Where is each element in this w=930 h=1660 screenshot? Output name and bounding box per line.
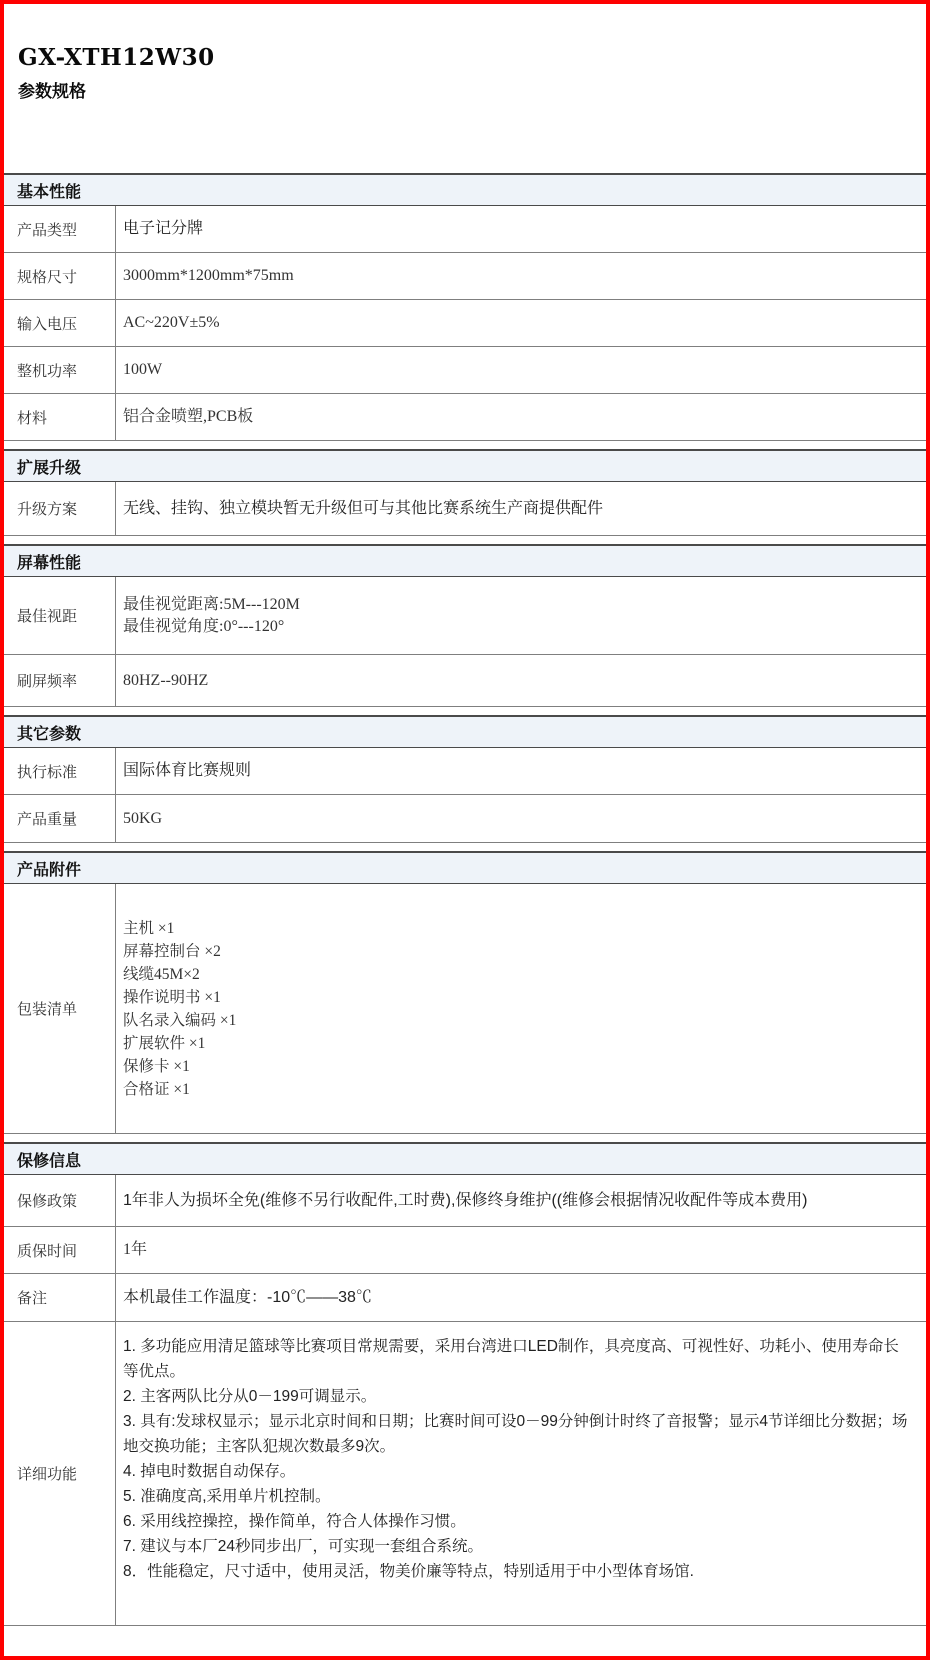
spec-value-line: 最佳视觉角度:0°---120°	[123, 617, 285, 635]
spec-row-label: 整机功率	[4, 347, 116, 393]
spec-row-value	[116, 1274, 926, 1321]
spec-value-line: 1年	[123, 1241, 148, 1258]
spec-row	[4, 748, 926, 795]
spec-section	[4, 1142, 926, 1626]
spec-row-label: 执行标准	[4, 748, 116, 794]
spec-value-line: 扩展软件 ×1	[123, 1034, 206, 1052]
spec-row-label: 升级方案	[4, 482, 116, 535]
spec-value-line: 2. 主客两队比分从0－199可调显示。	[123, 1388, 377, 1405]
spec-row	[4, 394, 926, 441]
spec-value-line: 7. 建议与本厂24秒同步出厂，可实现一套组合系统。	[123, 1538, 483, 1555]
spec-value-line: 4. 掉电时数据自动保存。	[123, 1463, 296, 1480]
spec-row	[4, 884, 926, 1134]
spec-row	[4, 1274, 926, 1322]
spec-row-label: 备注	[4, 1274, 116, 1321]
spec-value-line: 50KG	[123, 809, 163, 827]
spec-value-line: 5. 准确度高,采用单片机控制。	[123, 1488, 331, 1505]
spec-row-label: 质保时间	[4, 1227, 116, 1273]
spec-value-line: 1年非人为损坏全免(维修不另行收配件,工时费),保修终身维护((维修会根据情况收配件等成本费用)	[123, 1191, 808, 1209]
spec-row	[4, 253, 926, 300]
spec-row-value	[116, 347, 926, 393]
section-header: 其它参数	[4, 715, 926, 748]
spec-row-value	[116, 1227, 926, 1273]
spec-row-label: 产品类型	[4, 206, 116, 252]
spec-row-value	[116, 253, 926, 299]
spec-value-line: 3000mm*1200mm*75mm	[123, 267, 294, 284]
spec-row-label: 规格尺寸	[4, 253, 116, 299]
spec-row	[4, 206, 926, 253]
spec-row	[4, 1227, 926, 1274]
section-header: 保修信息	[4, 1142, 926, 1175]
spec-row-value	[116, 577, 926, 654]
spec-value-line: 无线、挂钩、独立模块暂无升级但可与其他比赛系统生产商提供配件	[123, 499, 604, 517]
spec-value-line: 国际体育比赛规则	[123, 762, 252, 779]
spec-row-label: 保修政策	[4, 1175, 116, 1226]
section-header: 产品附件	[4, 851, 926, 884]
spec-value-line: 电子记分牌	[123, 220, 204, 237]
spec-row	[4, 300, 926, 347]
spec-value-line: 1. 多功能应用清足篮球等比赛项目常规需要，采用台湾进口LED制作，具亮度高、可视性好、功耗小、使用寿命长等优点。	[123, 1338, 899, 1380]
spec-row-label: 产品重量	[4, 795, 116, 842]
spec-value-line: 保修卡 ×1	[123, 1057, 190, 1075]
spec-section	[4, 544, 926, 707]
spec-row-label: 最佳视距	[4, 577, 116, 654]
spec-value-line: 3. 具有:发球权显示；显示北京时间和日期；比赛时间可设0－99分钟倒计时终了音报警；显示4节详细比分数据；场地交换功能；主客队犯规次数最多9次。	[123, 1413, 908, 1455]
spec-value-line: 6. 采用线控操控，操作简单，符合人体操作习惯。	[123, 1513, 466, 1530]
spec-value-line: 屏幕控制台 ×2	[123, 942, 221, 960]
spec-value-line: 80HZ--90HZ	[123, 671, 209, 689]
spec-value-line: 主机 ×1	[123, 919, 175, 937]
spec-row-value	[116, 884, 926, 1133]
spec-table	[4, 173, 926, 1626]
spec-row-value	[116, 1322, 926, 1625]
section-header: 基本性能	[4, 173, 926, 206]
spec-value-line: 队名录入编码 ×1	[123, 1011, 237, 1029]
spec-section	[4, 449, 926, 536]
spec-row-label: 包装清单	[4, 884, 116, 1133]
spec-section	[4, 851, 926, 1134]
spec-value-line: 线缆45M×2	[123, 965, 200, 983]
spec-row-value	[116, 482, 926, 535]
spec-value-line: 合格证 ×1	[123, 1080, 190, 1098]
spec-section	[4, 173, 926, 441]
spec-row	[4, 1175, 926, 1227]
spec-row	[4, 795, 926, 843]
spec-row	[4, 482, 926, 536]
section-header: 扩展升级	[4, 449, 926, 482]
spec-row-value	[116, 748, 926, 794]
spec-row-label: 材料	[4, 394, 116, 440]
spec-row-value	[116, 795, 926, 842]
spec-row-value	[116, 300, 926, 346]
spec-row	[4, 577, 926, 655]
spec-row-label: 详细功能	[4, 1322, 116, 1625]
page-header	[4, 4, 926, 103]
spec-value-line: 最佳视觉距离:5M---120M	[123, 595, 300, 613]
spec-row	[4, 655, 926, 707]
spec-value-line: 操作说明书 ×1	[123, 988, 221, 1006]
spec-row-value	[116, 394, 926, 440]
spec-value-line: 铝合金喷塑,PCB板	[123, 408, 254, 425]
spec-row	[4, 1322, 926, 1626]
section-header: 屏幕性能	[4, 544, 926, 577]
spec-row	[4, 347, 926, 394]
spec-row-label: 输入电压	[4, 300, 116, 346]
spec-row-value	[116, 655, 926, 706]
spec-row-value	[116, 1175, 926, 1226]
spec-value-line: 100W	[123, 361, 163, 378]
spec-value-line: 本机最佳工作温度：-10℃——38℃	[123, 1288, 372, 1306]
spec-row-label: 刷屏频率	[4, 655, 116, 706]
spec-value-line: AC~220V±5%	[123, 314, 220, 331]
page-subtitle: 参数规格	[18, 82, 86, 101]
spec-section	[4, 715, 926, 843]
spec-row-value	[116, 206, 926, 252]
spec-value-line: 8．性能稳定，尺寸适中，使用灵活，物美价廉等特点，特别适用于中小型体育场馆.	[123, 1563, 694, 1580]
product-model-title: GX-XTH12W30	[18, 44, 215, 71]
